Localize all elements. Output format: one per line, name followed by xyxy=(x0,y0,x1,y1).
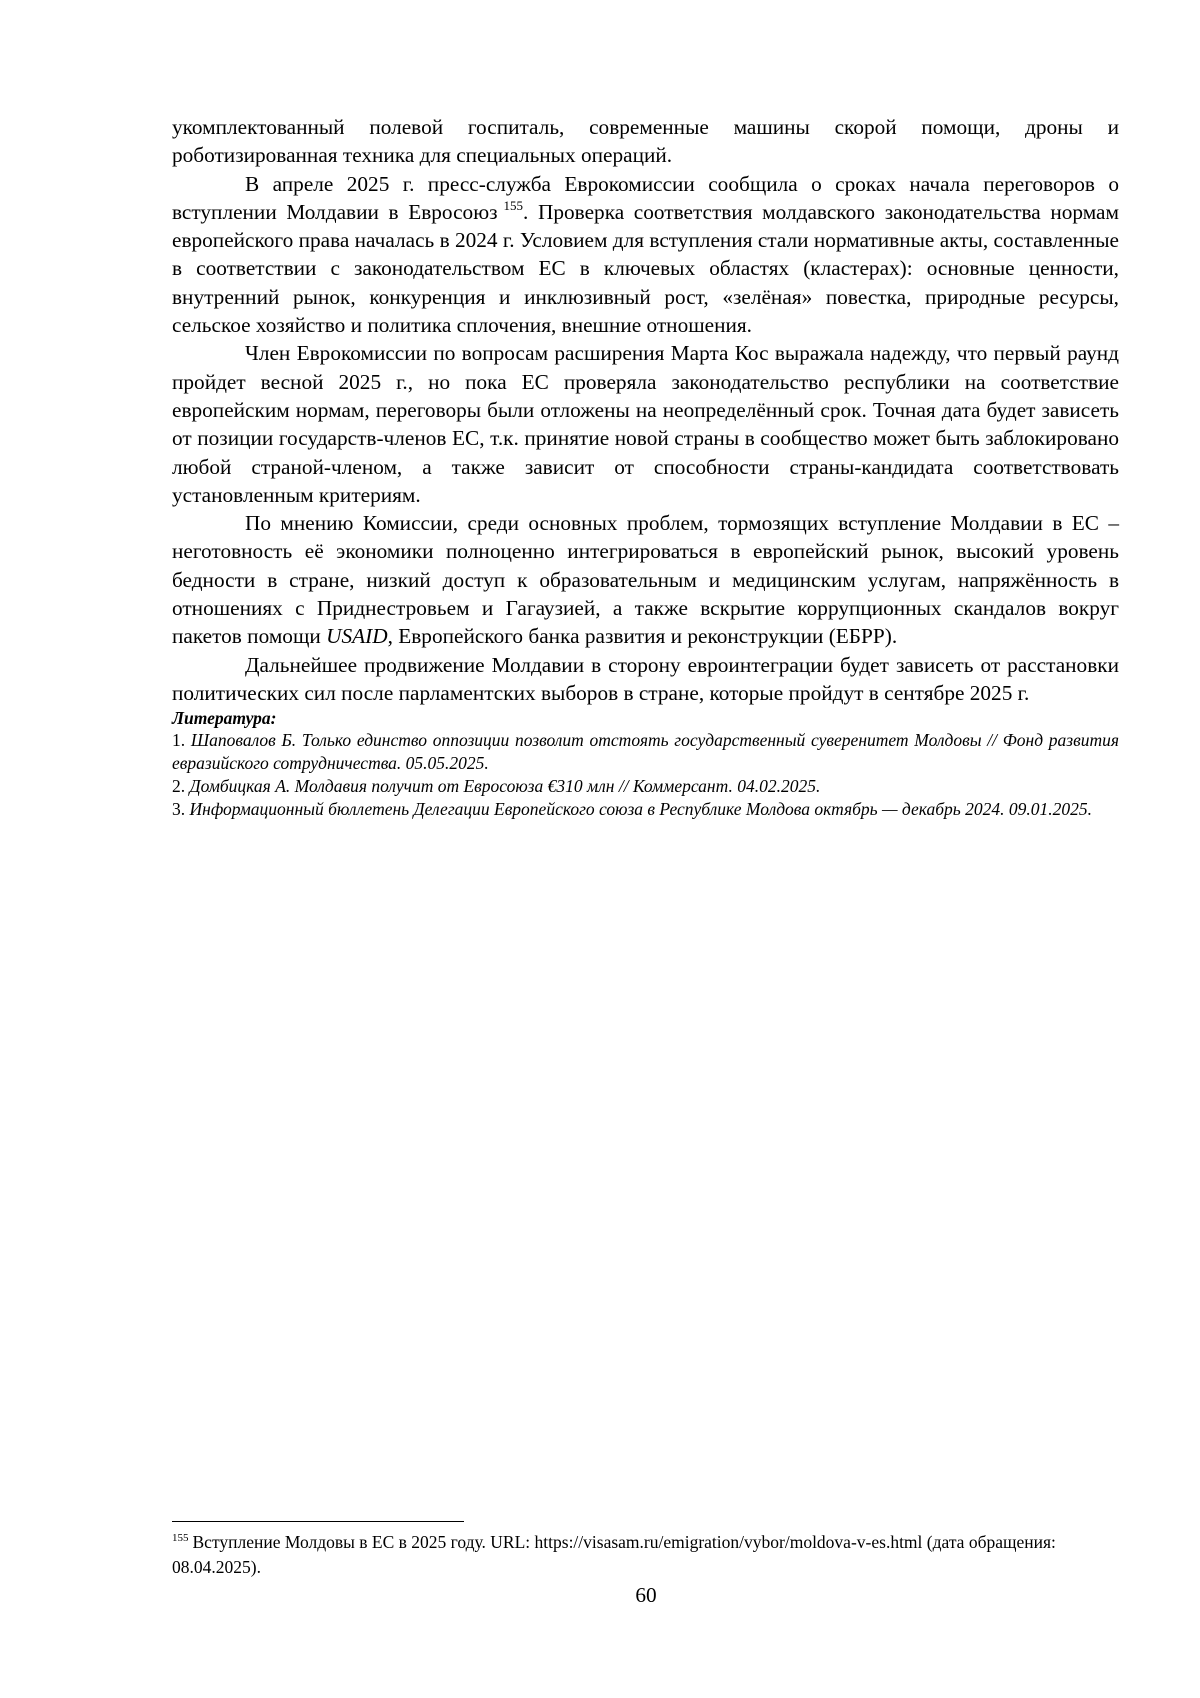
paragraph-4 xyxy=(172,509,1119,650)
paragraph-2-text-end: . Проверка соответствия молдавского законодательства нормам европейского права началась в 2024 г. Условием для вступления стали нормативные акты, составленные в соответствии с законодательством ЕС в ключевых областях (кластерах): основные ценности, внутренний рынок, конкуренция и инклюзивный рост, «зелёная» повестка, природные ресурсы, сельское хозяйство и политика сплочения, внешние отношения. xyxy=(172,199,1119,338)
paragraph-3: Член Еврокомиссии по вопросам расширения Марта Кос выражала надежду, что первый раунд пройдет весной 2025 г., но пока ЕС проверяла законодательство республики на соответствие европейским нормам, переговоры были отложены на неопределённый срок. Точная дата будет зависеть от позиции государств-членов ЕС, т.к. принятие новой страны в сообщество может быть заблокировано любой страной-членом, а также зависит от способности страны-кандидата соответствовать установленным критериям. xyxy=(172,341,1119,507)
page-number: 60 xyxy=(635,1583,657,1607)
literature-item xyxy=(172,798,1119,821)
paragraph-5: Дальнейшее продвижение Молдавии в сторону евроинтеграции будет зависеть от расстановки политических сил после парламентских выборов в стране, которые пройдут в сентябре 2025 г. xyxy=(172,652,1119,705)
footnote-reference[interactable]: 155 xyxy=(503,197,524,213)
literature-item-text: Шаповалов Б. Только единство оппозиции позволит отстоять государственный суверенитет Молдовы // Фонд развития евразийского сотрудничества. 05.05.2025. xyxy=(172,730,1119,774)
footnote xyxy=(172,1530,1119,1580)
usaid-term: USAID xyxy=(326,624,388,649)
main-text xyxy=(172,113,1119,821)
footnote-separator xyxy=(172,1521,464,1522)
literature-item-number: 3. xyxy=(172,799,186,820)
literature-heading: Литература: xyxy=(172,708,277,729)
literature-item-text: Информационный бюллетень Делегации Европейского союза в Республике Молдова октябрь — декабрь 2024. 09.01.2025. xyxy=(189,799,1093,820)
literature-item-number: 2. xyxy=(172,776,186,797)
paragraph-2-text-start: В апреле 2025 г. пресс-служба Еврокомиссии сообщила о сроках начала переговоров о вступлении Молдавии в Евросоюз xyxy=(172,171,1119,224)
paragraph-2 xyxy=(172,170,1119,340)
paragraph-1: укомплектованный полевой госпиталь, современные машины скорой помощи, дроны и роботизированная техника для специальных операций. xyxy=(172,115,1119,168)
paragraph-4-text-start: По мнению Комиссии, среди основных проблем, тормозящих вступление Молдавии в ЕС – неготовность её экономики полноценно интегрироваться в европейский рынок, высокий уровень бедности в стране, низкий доступ к образовательным и медицинским услугам, напряжённость в отношениях с Приднестровьем и Гагаузией, а также вскрытие коррупционных скандалов вокруг пакетов помощи xyxy=(172,511,1119,649)
footnote-number: 155 xyxy=(172,1532,189,1544)
paragraph-4-text-end: , Европейского банка развития и реконструкции (ЕБРР). xyxy=(387,624,898,649)
literature-item xyxy=(172,729,1119,775)
footnote-text: Вступление Молдовы в ЕС в 2025 году. URL: https://visasam.ru/emigration/vybor/moldova-v-es.html (дата обращения: 08.04.2025). xyxy=(172,1532,1056,1577)
literature-item xyxy=(172,775,1119,798)
literature-list xyxy=(172,729,1119,821)
literature-item-text: Домбицкая А. Молдавия получит от Евросоюза €310 млн // Коммерсант. 04.02.2025. xyxy=(189,776,821,797)
literature-item-number: 1. xyxy=(172,730,186,751)
